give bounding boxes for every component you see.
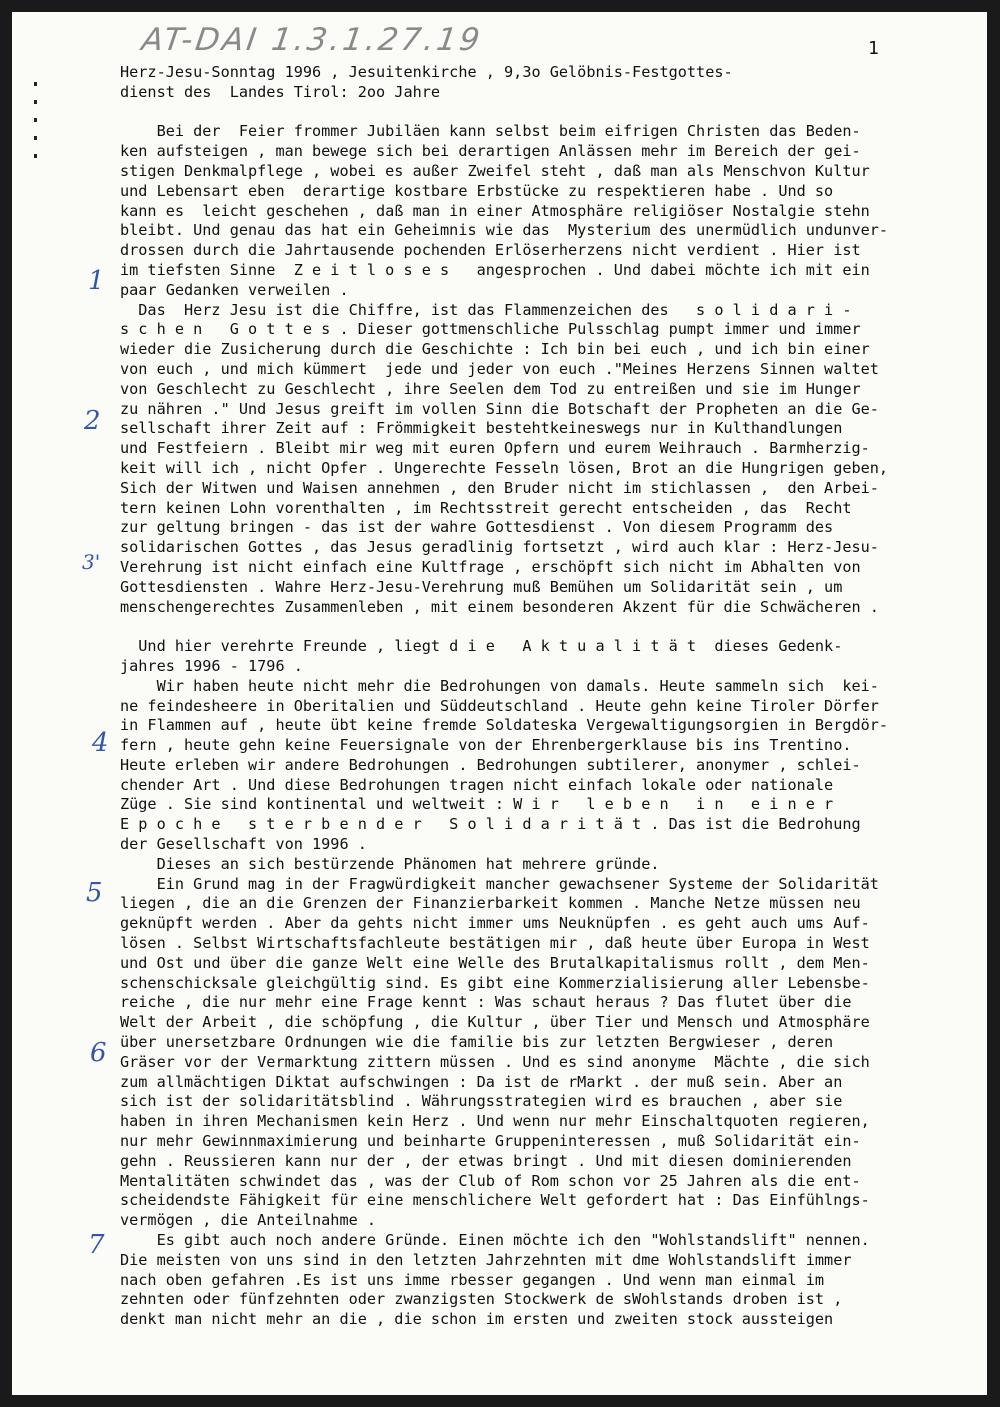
text-line: Verehrung ist nicht einfach eine Kultfrage , erschöpft sich nicht im Abhalten von [120,557,861,576]
page-number: 1 [868,38,879,59]
margin-note-4: 4 [92,728,109,758]
document-page [12,12,987,1395]
text-line: zu nähren ." Und Jesus greift im vollen Sinn die Botschaft der Propheten an die Ge- [120,399,879,418]
text-line: gehn . Reussieren kann nur der , der etwas bringt . Und mit diesen dominierenden [120,1151,852,1170]
text-line: Ein Grund mag in der Fragwürdigkeit mancher gewachsener Systeme der Solidarität [120,874,879,893]
text-line: zur geltung bringen - das ist der wahre Gottesdienst . Von diesem Programm des [120,518,834,537]
text-line: der Gesellschaft von 1996 . [120,835,367,854]
text-line: kann es leicht geschehen , daß man in einer Atmosphäre religiöser Nostalgie stehn [120,201,870,220]
text-line: menschengerechtes Zusammenleben , mit einem besonderen Akzent für die Schwächeren . [120,597,879,616]
text-line: fern , heute gehn keine Feuersignale von der Ehrenbergerklause bis ins Trentino. [120,736,852,755]
text-line: scheidendste Fähigkeit für eine menschlichere Welt gefordert hat : Das Einfühlngs- [120,1191,870,1210]
text-line: Die meisten von uns sind in den letzten Jahrzehnten mit dme Wohlstandslift immer [120,1250,852,1269]
text-line: keit will ich , nicht Opfer . Ungerechte Fesseln lösen, Brot an die Hungrigen geben, [120,458,889,477]
text-line: nur mehr Gewinnmaximierung und beinharte Gruppeninteressen , muß Solidarität ein- [120,1132,861,1151]
text-line: ne feindesheere in Oberitalien und Süddeutschland . Heute gehn keine Tiroler Dörfer [120,696,879,715]
text-line: Bei der Feier frommer Jubiläen kann selbst beim eifrigen Christen das Beden- [120,122,861,141]
text-line: Heute erleben wir andere Bedrohungen . Bedrohungen subtilerer, anonymer , schlei- [120,755,861,774]
text-line: im tiefsten Sinne Z e i t l o s e s angesprochen . Und dabei möchte ich mit ein [120,260,870,279]
margin-note-3: 3' [82,550,101,574]
text-line: reiche , die nur mehr eine Frage kennt : Was schaut heraus ? Das flutet über die [120,993,852,1012]
margin-note-6: 6 [90,1038,107,1068]
text-line: und Lebensart eben derartige kostbare Erbstücke zu respektieren habe . Und so [120,181,834,200]
text-line: Züge . Sie sind kontinental und weltweit : W i r l e b e n i n e i n e r [120,795,834,814]
text-line: stigen Denkmalpflege , wobei es außer Zweifel steht , daß man als Menschvon Kultur [120,161,870,180]
text-line: liegen , die an die Grenzen der Finanzierbarkeit kommen . Manche Netze müssen neu [120,894,861,913]
text-line: lösen . Selbst Wirtschaftsfachleute bestätigen mir , daß heute über Europa in West [120,934,870,953]
text-line: E p o c h e s t e r b e n d e r S o l i d a r i t ä t . Das ist die Bedrohung [120,815,861,834]
text-line: Gräser vor der Vermarktung zittern müssen . Und es sind anonyme Mächte , die sich [120,1052,870,1071]
text-line: drossen durch die Jahrtausende pochenden Erlöserherzens nicht verdient . Hier ist [120,241,861,260]
text-line: tern keinen Lohn vorenthalten , im Rechtsstreit gerecht entscheiden , das Recht [120,498,852,517]
text-line: schenschicksale gleichgültig sind. Es gibt eine Kommerzialisierung aller Lebensbe- [120,973,870,992]
text-line: von euch , und mich kümmert jede und jeder von euch ."Meines Herzens Sinnen waltet [120,359,879,378]
text-line [120,103,958,123]
text-line: Wir haben heute nicht mehr die Bedrohungen von damals. Heute sammeln sich kei- [120,676,879,695]
text-line: jahres 1996 - 1796 . [120,656,303,675]
text-line: Mentalitäten schwindet das , was der Club of Rom schon vor 25 Jahren als die ent- [120,1171,861,1190]
text-line: paar Gedanken verweilen . [120,280,349,299]
text-line: Es gibt auch noch andere Gründe. Einen möchte ich den "Wohlstandslift" nennen. [120,1231,870,1250]
margin-note-2: 2 [84,406,101,436]
typed-text-body [120,63,958,1330]
text-line: Gottesdiensten . Wahre Herz-Jesu-Verehrung muß Bemühen um Solidarität sein , um [120,577,843,596]
text-line: zum allmächtigen Diktat aufschwingen : Da ist de rMarkt . der muß sein. Aber an [120,1072,843,1091]
margin-note-1: 1 [88,266,105,296]
text-line: Und hier verehrte Freunde , liegt d i e A k t u a l i t ä t dieses Gedenk- [120,637,843,656]
text-line: nach oben gefahren .Es ist uns imme rbesser gegangen . Und wenn man einmal im [120,1270,825,1289]
text-line: Sich der Witwen und Waisen annehmen , den Bruder nicht im stichlassen , den Arbei- [120,478,879,497]
margin-note-5: 5 [86,878,103,908]
text-line: vermögen , die Anteilnahme . [120,1211,377,1230]
text-line: Dieses an sich bestürzende Phänomen hat mehrere gründe. [120,854,660,873]
text-line: Das Herz Jesu ist die Chiffre, ist das Flammenzeichen des s o l i d a r i - [120,300,852,319]
text-line: sich ist der solidaritätsblind . Währungsstrategien wird es brauchen , aber sie [120,1092,843,1111]
text-line: s c h e n G o t t e s . Dieser gottmenschliche Pulsschlag pumpt immer und immer [120,320,861,339]
text-line: wieder die Zusicherung durch die Geschichte : Ich bin bei euch , und ich bin einer [120,340,870,359]
text-line: und Festfeiern . Bleibt mir weg mit euren Opfern und eurem Weihrauch . Barmherzig- [120,439,870,458]
text-line: Welt der Arbeit , die schöpfung , die Kultur , über Tier und Mensch und Atmosphäre [120,1013,870,1032]
archive-stamp: AT-DAI 1.3.1.27.19 [139,22,485,58]
punch-marks [34,82,40,172]
text-line [120,617,958,637]
text-line: ken aufsteigen , man bewege sich bei derartigen Anlässen mehr im Bereich der gei- [120,142,861,161]
text-line: denkt man nicht mehr an die , die schon im ersten und zweiten stock aussteigen [120,1310,834,1329]
text-line: zehnten oder fünfzehnten oder zwanzigsten Stockwerk de sWohlstands droben ist , [120,1290,843,1309]
text-line: solidarischen Gottes , das Jesus geradlinig fortsetzt , wird auch klar : Herz-Jesu- [120,538,879,557]
text-line: geknüpft werden . Aber da gehts nicht immer ums Neuknüpfen . es geht auch ums Auf- [120,914,870,933]
text-line: dienst des Landes Tirol: 2oo Jahre [120,82,441,101]
text-line: über unersetzbare Ordnungen wie die familie bis zur letzten Bergwieser , deren [120,1033,834,1052]
text-line: haben in ihren Mechanismen kein Herz . Und wenn nur mehr Einschaltquoten regieren, [120,1112,870,1131]
margin-note-7: 7 [88,1230,105,1260]
text-line: sellschaft ihrer Zeit auf : Frömmigkeit bestehtkeineswegs nur in Kulthandlungen [120,419,843,438]
text-line: chender Art . Und diese Bedrohungen tragen nicht einfach lokale oder nationale [120,775,834,794]
text-line: bleibt. Und genau das hat ein Geheimnis wie das Mysterium des unermüdlich undunver- [120,221,889,240]
text-line: von Geschlecht zu Geschlecht , ihre Seelen dem Tod zu entreißen und sie im Hunger [120,379,861,398]
text-line: in Flammen auf , heute übt keine fremde Soldateska Vergewaltigungsorgien in Bergdör- [120,716,889,735]
text-line: Herz-Jesu-Sonntag 1996 , Jesuitenkirche , 9,3o Gelöbnis-Festgottes- [120,63,733,81]
text-line: und Ost und über die ganze Welt eine Welle des Brutalkapitalismus rollt , dem Men- [120,953,870,972]
